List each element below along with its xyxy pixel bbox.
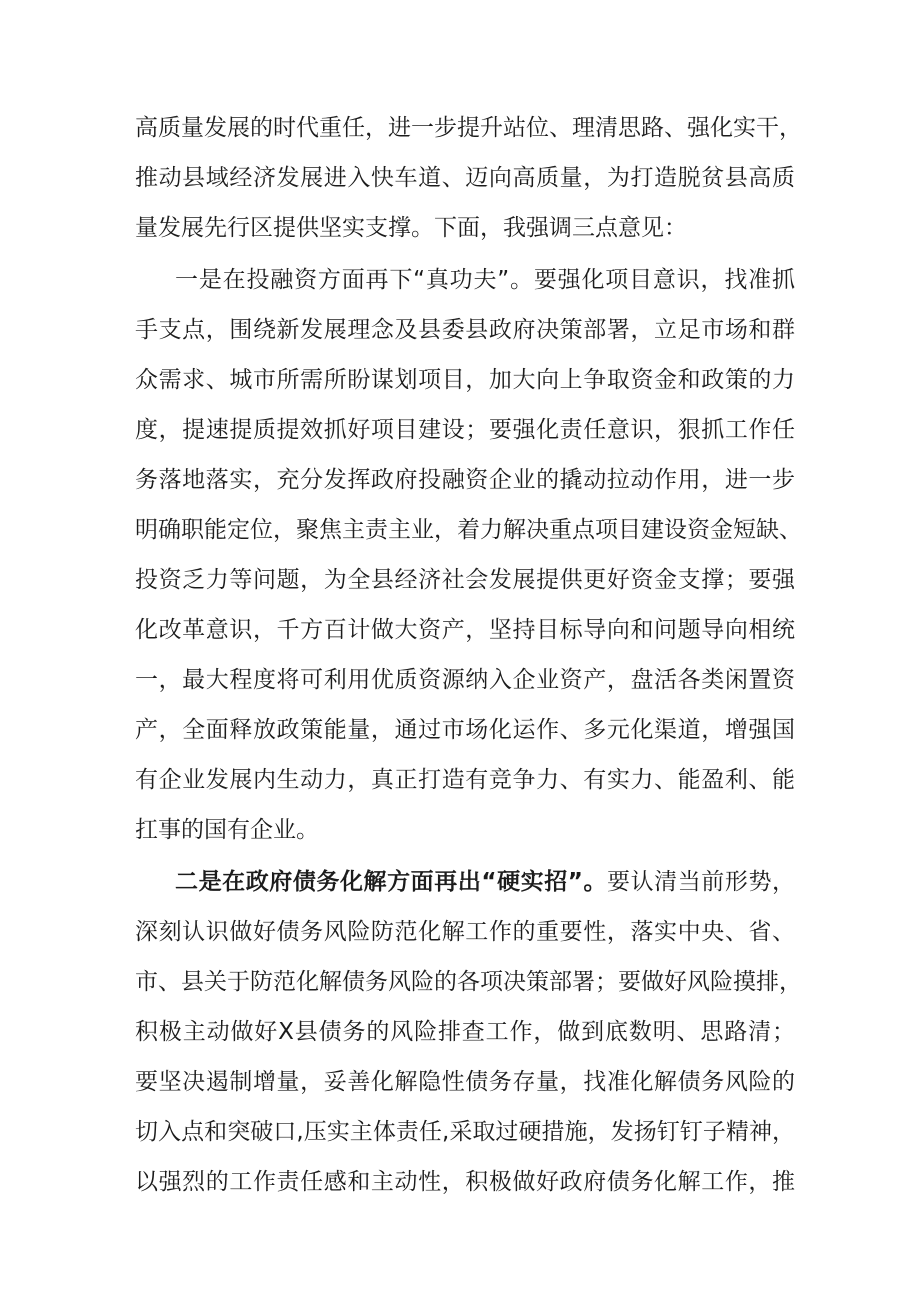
text-line: 产，全面释放政策能量，通过市场化运作、多元化渠道，增强国 [135, 717, 795, 743]
text-line [175, 862, 795, 902]
text-line: 明确职能定位，聚焦主责主业，着力解决重点项目建设资金短缺、 [135, 517, 802, 543]
section-heading: 二是在政府债务化解方面再出“硬实招”。 [175, 869, 608, 895]
text-line: 以强烈的工作责任感和主动性，积极做好政府债务化解工作，推 [135, 1169, 795, 1195]
text-line: 度，提速提质提效抓好项目建设；要强化责任意识，狠抓工作任 [135, 417, 795, 443]
text-line: 要坚决遏制增量，妥善化解隐性债务存量，找准化解债务风险的 [135, 1069, 795, 1095]
text-line: 高质量发展的时代重任，进一步提升站位、理清思路、强化实干， [135, 115, 802, 141]
text-line: 务落地落实，充分发挥政府投融资企业的撬动拉动作用，进一步 [135, 467, 795, 493]
text-line: 化改革意识，千方百计做大资产，坚持目标导向和问题导向相统 [135, 617, 795, 643]
text-line: 投资乏力等问题，为全县经济社会发展提供更好资金支撑；要强 [135, 567, 795, 593]
text-line: 有企业发展内生动力，真正打造有竞争力、有实力、能盈利、能 [135, 767, 795, 793]
text-line: 一，最大程度将可利用优质资源纳入企业资产，盘活各类闲置资 [135, 667, 795, 693]
text-line: 手支点，围绕新发展理念及县委县政府决策部署，立足市场和群 [135, 317, 795, 343]
text-line: 积极主动做好X县债务的风险排查工作，做到底数明、思路清； [135, 1019, 795, 1045]
text-line: 扛事的国有企业。 [135, 817, 319, 843]
text-line: 切入点和突破口,压实主体责任,采取过硬措施，发扬钉钉子精神， [135, 1119, 795, 1145]
text-line: 一是在投融资方面再下“真功夫”。要强化项目意识，找准抓 [175, 267, 795, 293]
text-line: 市、县关于防范化解债务风险的各项决策部署；要做好风险摸排， [135, 969, 802, 995]
text-line: 量发展先行区提供坚实支撑。下面，我强调三点意见： [135, 215, 687, 241]
text-line: 推动县域经济发展进入快车道、迈向高质量，为打造脱贫县高质 [135, 165, 795, 191]
text-span: 要认清当前形势， [607, 869, 796, 895]
text-line: 众需求、城市所需所盼谋划项目，加大向上争取资金和政策的力 [135, 367, 795, 393]
text-line: 深刻认识做好债务风险防范化解工作的重要性，落实中央、省、 [135, 919, 795, 945]
